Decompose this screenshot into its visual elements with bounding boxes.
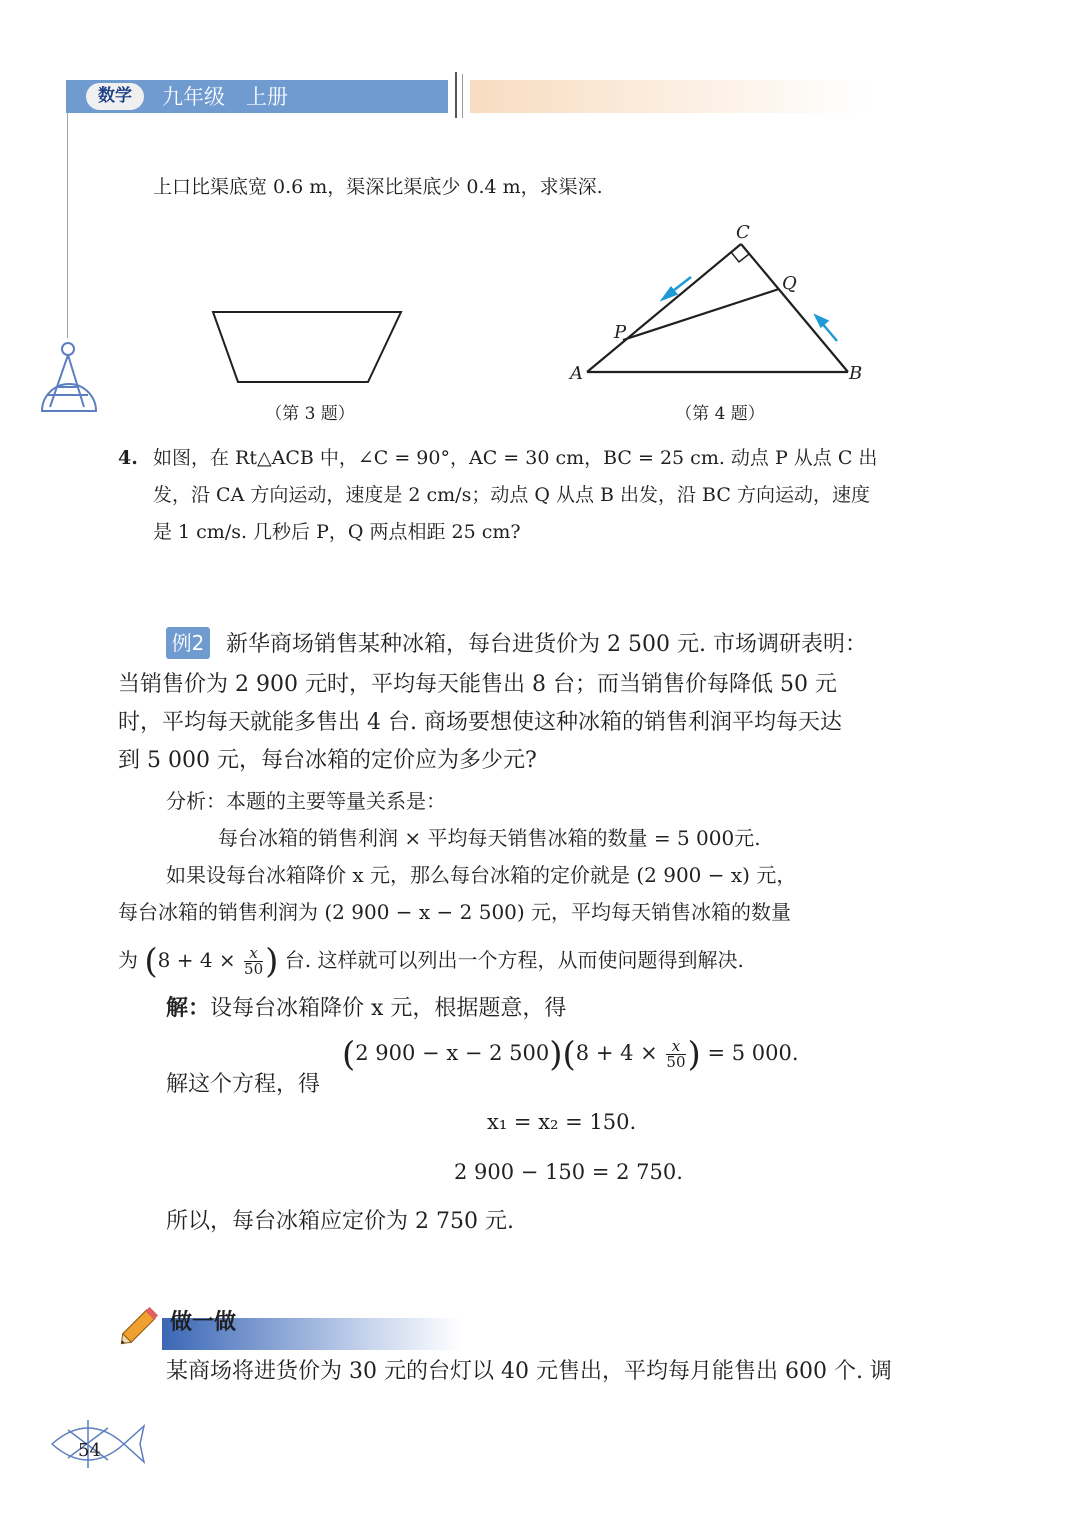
header-divider: [455, 72, 457, 118]
example-line1: 新华商场销售某种冰箱，每台进货价为 2 500 元. 市场调研表明：: [226, 632, 867, 657]
analysis-l3-expr: 8 + 4 ×: [157, 948, 236, 972]
fraction-x-50: $\frac{x}{50}$: [244, 944, 264, 978]
analysis-title: 分析：本题的主要等量关系是：: [166, 789, 446, 813]
calculation: 2 900 − 150 = 2 750.: [454, 1160, 683, 1184]
pencil-icon: [114, 1300, 164, 1352]
solution-line: [166, 994, 566, 1024]
margin-line: [67, 113, 68, 338]
figure-3-caption: （第 3 题）: [265, 404, 355, 424]
figure-4-caption: （第 4 题）: [675, 404, 765, 424]
analysis-line1: 如果设每台冰箱降价 x 元，那么每台冰箱的定价就是 (2 900 − x) 元，: [166, 863, 797, 887]
analysis-line3: 为 (8 + 4 × $\frac{x}{50}$ ) 台. 这样就可以列出一个方程，从而使问题得到解决.: [118, 941, 744, 982]
label-B: B: [849, 363, 863, 384]
conclusion: 所以，每台冰箱应定价为 2 750 元.: [166, 1209, 514, 1234]
label-A: A: [570, 363, 583, 384]
do-it-title: 做一做: [170, 1310, 237, 1335]
problem4-number: 4.: [118, 447, 138, 469]
problem4-line3: 是 1 cm/s. 几秒后 P，Q 两点相距 25 cm?: [153, 521, 521, 543]
problem3-text: 上口比渠底宽 0.6 m，渠深比渠底少 0.4 m，求渠深.: [153, 176, 603, 198]
problem4-line2: 发，沿 CA 方向运动，速度是 2 cm/s；动点 Q 从点 B 出发，沿 BC 方向运动，速度: [153, 484, 870, 506]
example-line4: 到 5 000 元，每台冰箱的定价应为多少元?: [118, 748, 537, 773]
example-line2: 当销售价为 2 900 元时，平均每天能售出 8 台；而当销售价每降低 50 元: [118, 672, 837, 697]
main-equation: (2 900 − x − 2 500)(8 + 4 × $\frac{x}{50}$ ) = 5 000.: [342, 1034, 799, 1075]
roots: x₁ = x₂ = 150.: [487, 1110, 637, 1134]
analysis-line2: 每台冰箱的销售利润为 (2 900 − x − 2 500) 元，平均每天销售冰箱的数量: [118, 900, 792, 924]
label-P: P: [614, 322, 627, 343]
page-number: 54: [78, 1440, 101, 1461]
analysis-equation: 每台冰箱的销售利润 × 平均每天销售冰箱的数量 = 5 000元.: [218, 826, 761, 850]
header-divider-thin: [462, 74, 463, 118]
grade-title: 九年级 上册: [162, 85, 288, 109]
do-it-text: 某商场将进货价为 30 元的台灯以 40 元售出，平均每月能售出 600 个. 调: [166, 1359, 892, 1384]
figure-3-trapezoid: [205, 305, 410, 390]
solve-text: 解这个方程，得: [166, 1072, 321, 1097]
label-Q: Q: [782, 273, 797, 294]
compass-icon: [38, 335, 100, 415]
eq-rhs: = 5 000.: [707, 1041, 799, 1065]
figure-4-triangle: [565, 220, 875, 390]
solution-label: 解：: [166, 996, 211, 1021]
problem4-line1: 如图，在 Rt△ACB 中，∠C = 90°，AC = 30 cm，BC = 25 cm. 动点 P 从点 C 出: [153, 447, 878, 469]
eq-part1: 2 900 − x − 2 500: [355, 1041, 550, 1065]
subject-logo: 数学: [86, 83, 144, 110]
analysis-l3-post: 台. 这样就可以列出一个方程，从而使问题得到解决.: [284, 948, 744, 972]
eq-fraction: $\frac{x}{50}$: [666, 1037, 686, 1071]
eq-part2: 8 + 4 ×: [575, 1041, 658, 1065]
example-badge: 例2: [166, 627, 210, 659]
example-line3: 时，平均每天就能多售出 4 台. 商场要想使这种冰箱的销售利润平均每天达: [118, 710, 842, 735]
analysis-l3-pre: 为: [118, 948, 138, 972]
solution-text: 设每台冰箱降价 x 元，根据题意，得: [210, 996, 567, 1021]
header-gradient: [470, 80, 870, 113]
label-C: C: [736, 222, 750, 243]
